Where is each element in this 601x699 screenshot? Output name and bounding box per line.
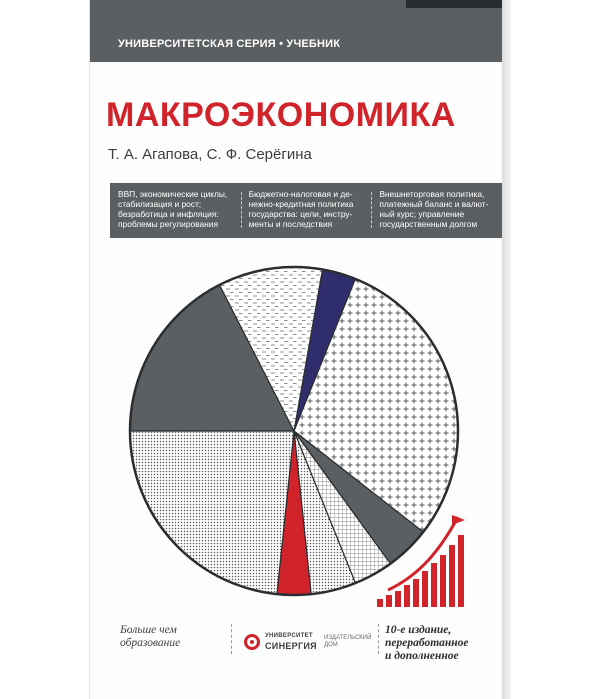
publisher-house: ИЗДАТЕЛЬСКИЙ ДОМ [324, 635, 372, 648]
slogan: Больше чем образование [120, 624, 181, 649]
top-band-accent [406, 0, 502, 8]
topic-2-text: Бюджетно-налоговая и де- нежно-кредитная политика государства: цели, инстру- менты и последствия [248, 189, 354, 229]
topics-band [110, 183, 502, 238]
footer-divider-2 [378, 624, 379, 654]
book-authors: Т. А. Агапова, С. Ф. Серёгина [108, 146, 312, 163]
topic-2 [241, 183, 372, 238]
book-spine-edge [502, 0, 511, 699]
synergy-logo-icon [244, 634, 260, 650]
book-title: МАКРОЭКОНОМИКА [106, 96, 456, 134]
topic-3 [371, 183, 502, 238]
topic-1-text: ВВП, экономические циклы, стабилизация и рост; безработица и инфляция: проблемы регулирования [118, 189, 228, 229]
edition-note: 10-е издание, переработанное и дополненное [385, 624, 469, 662]
publisher-line-1: УНИВЕРСИТЕТ [265, 633, 313, 639]
series-label: УНИВЕРСИТЕТСКАЯ СЕРИЯ • УЧЕБНИК [118, 38, 341, 50]
pie-chart-illustration [90, 245, 502, 615]
cover-top-band [90, 0, 502, 62]
topic-1 [110, 183, 241, 238]
book-cover [90, 0, 502, 699]
pie-slices [130, 267, 458, 595]
pie-slice-dots [130, 431, 294, 594]
publisher-line-2: СИНЕРГИЯ [265, 641, 317, 651]
topic-3-text: Внешнеторговая политика, платежный баланс и валют- ный курс; управление государственным долгом [379, 189, 489, 229]
footer-divider-1 [231, 624, 232, 654]
